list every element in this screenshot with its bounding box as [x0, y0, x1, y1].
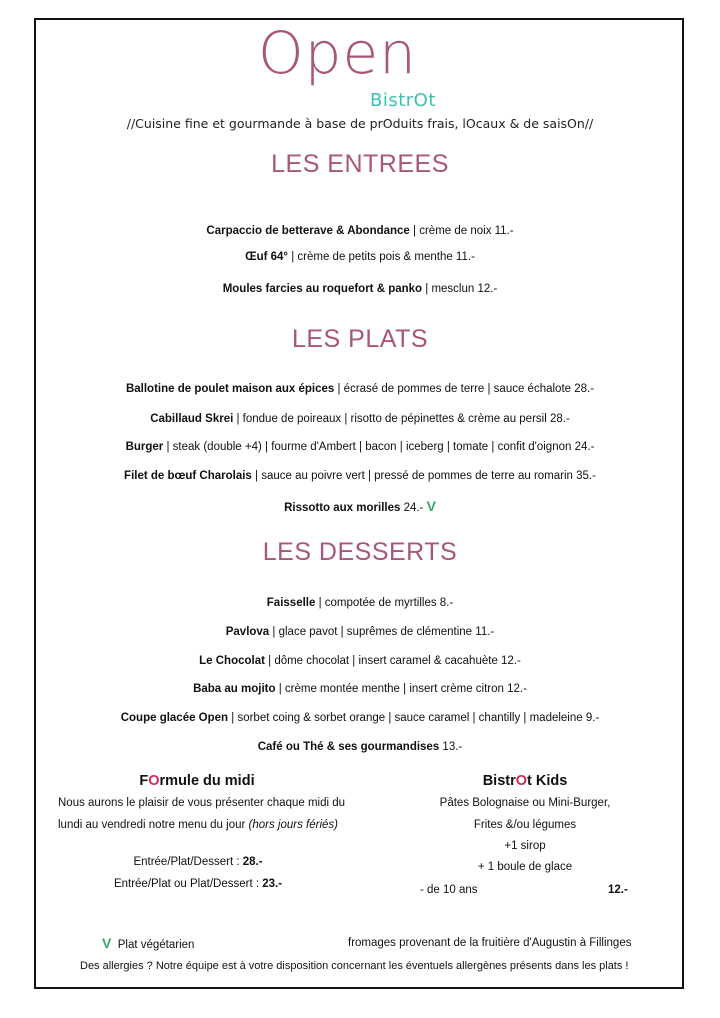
- menu-item: Ballotine de poulet maison aux épices | écrasé de pommes de terre | sauce échalote 28.-: [125, 383, 595, 395]
- tagline: //Cuisine fine et gourmande à base de prOduits frais, lOcaux & de saisOn//: [126, 116, 594, 131]
- menu-item: Cabillaud Skrei | fondue de poireaux | risotto de pépinettes & crème au persil 28.-: [150, 413, 570, 425]
- menu-item: Faisselle | compotée de myrtilles 8.-: [266, 597, 454, 609]
- kids-price: 12.-: [608, 884, 628, 896]
- cheese-note: fromages provenant de la fruitière d'Augustin à Fillinges: [348, 937, 632, 949]
- formule-title: FOrmule du midi: [139, 773, 255, 789]
- kids-age: - de 10 ans: [420, 884, 478, 896]
- kids-text: Frites &/ou légumes: [473, 819, 577, 831]
- vegetarian-icon: V: [102, 935, 112, 951]
- menu-item: Moules farcies au roquefort & panko | mesclun 12.-: [222, 283, 498, 295]
- kids-text: +1 sirop: [504, 840, 546, 852]
- formule-price: Entrée/Plat/Dessert : 28.-: [133, 856, 263, 868]
- kids-text: Pâtes Bolognaise ou Mini-Burger,: [439, 797, 611, 809]
- logo-bistrot: BistrOt: [370, 90, 436, 111]
- section-title-entrees: LES ENTREES: [271, 150, 449, 178]
- section-title-desserts: LES DESSERTS: [262, 538, 458, 566]
- menu-item: Baba au mojito | crème montée menthe | insert crème citron 12.-: [193, 683, 527, 695]
- menu-item: Œuf 64° | crème de petits pois & menthe 11.-: [245, 251, 475, 263]
- menu-item: Café ou Thé & ses gourmandises 13.-: [257, 741, 463, 753]
- allergy-note: Des allergies ? Notre équipe est à votre disposition concernant les éventuels allergènes présents dans les plats !: [80, 960, 629, 972]
- section-title-plats: LES PLATS: [291, 325, 429, 353]
- menu-item: Burger | steak (double +4) | fourme d'Ambert | bacon | iceberg | tomate | confit d'oignon 24.-: [125, 441, 595, 453]
- formule-text: lundi au vendredi notre menu du jour (hors jours fériés): [58, 819, 338, 831]
- menu-item: Le Chocolat | dôme chocolat | insert caramel & cacahuète 12.-: [199, 655, 521, 667]
- menu-item: Rissotto aux morilles 24.- V: [284, 498, 436, 514]
- logo-open: Open: [258, 19, 417, 87]
- menu-item: Pavlova | glace pavot | suprêmes de clémentine 11.-: [225, 626, 495, 638]
- kids-title: BistrOt Kids: [482, 773, 568, 789]
- menu-item: Filet de bœuf Charolais | sauce au poivre vert | pressé de pommes de terre au romarin 35.-: [124, 470, 596, 482]
- menu-item: Coupe glacée Open | sorbet coing & sorbet orange | sauce caramel | chantilly | madeleine 9.-: [120, 712, 600, 724]
- menu-item: Carpaccio de betterave & Abondance | crème de noix 11.-: [206, 225, 514, 237]
- formule-text: Nous aurons le plaisir de vous présenter chaque midi du: [58, 797, 346, 809]
- veg-legend: V Plat végétarien: [102, 935, 195, 951]
- formule-price: Entrée/Plat ou Plat/Dessert : 23.-: [113, 878, 283, 890]
- kids-text: + 1 boule de glace: [477, 861, 573, 873]
- vegetarian-icon: V: [426, 498, 436, 514]
